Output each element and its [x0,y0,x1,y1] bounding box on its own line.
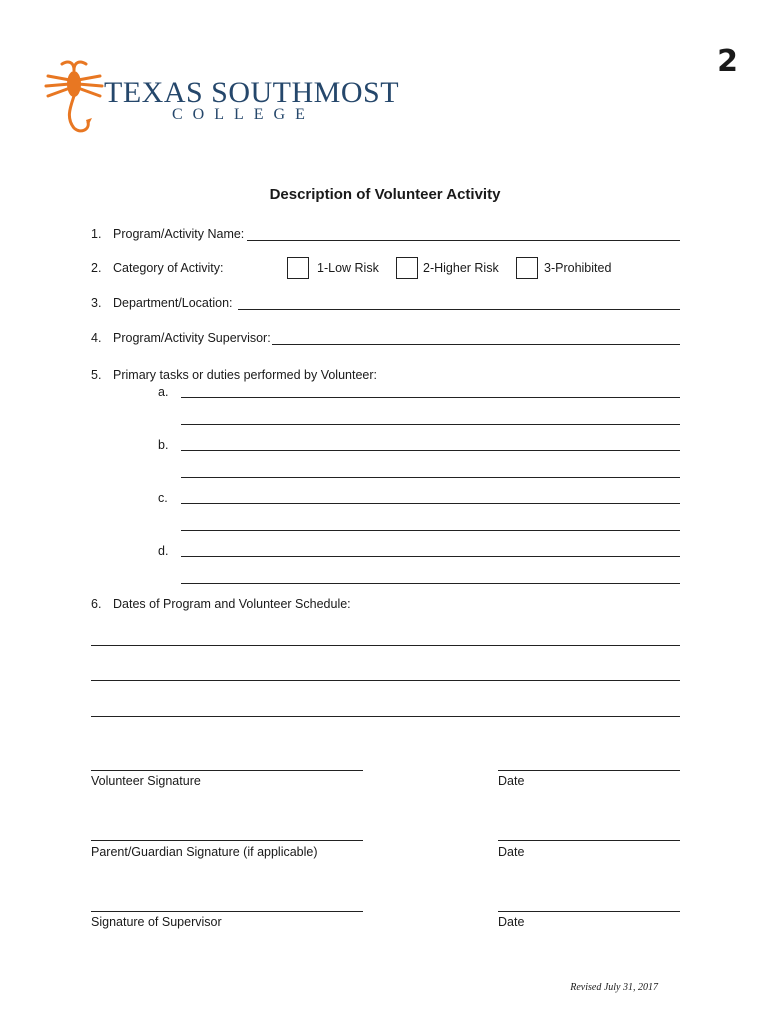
supervisor-field[interactable] [272,344,680,345]
task-a-field-line2[interactable] [181,424,680,425]
supervisor-signature-field[interactable] [91,911,363,912]
task-c-field-line2[interactable] [181,530,680,531]
college-subtitle: COLLEGE [172,106,315,123]
volunteer-date-label: Date [498,774,525,788]
q3-number: 3. [91,296,102,310]
schedule-field-line2[interactable] [91,680,680,681]
q2-label: Category of Activity: [113,261,224,275]
prohibited-checkbox[interactable] [516,257,538,279]
q3-label: Department/Location: [113,296,233,310]
parent-signature-field[interactable] [91,840,363,841]
page-number: 2 [717,44,738,79]
supervisor-signature-label: Signature of Supervisor [91,915,222,929]
task-d-field[interactable] [181,556,680,557]
form-title: Description of Volunteer Activity [269,186,501,203]
task-a-field[interactable] [181,397,680,398]
low-risk-label: 1-Low Risk [317,261,379,275]
q4-label: Program/Activity Supervisor: [113,331,271,345]
q2-number: 2. [91,261,102,275]
prohibited-label: 3-Prohibited [544,261,612,275]
volunteer-signature-label: Volunteer Signature [91,774,201,788]
q5-label: Primary tasks or duties performed by Volunteer: [113,368,378,382]
q5-number: 5. [91,368,102,382]
department-field[interactable] [238,309,680,310]
supervisor-date-label: Date [498,915,525,929]
supervisor-date-field[interactable] [498,911,680,912]
schedule-field-line3[interactable] [91,716,680,717]
parent-signature-label: Parent/Guardian Signature (if applicable) [91,845,318,859]
schedule-field-line1[interactable] [91,645,680,646]
program-name-field[interactable] [247,240,680,241]
revised-date: Revised July 31, 2017 [570,982,658,993]
q4-number: 4. [91,331,102,345]
college-name: TEXAS SOUTHMOST [104,76,400,109]
q1-label: Program/Activity Name: [113,227,245,241]
low-risk-checkbox[interactable] [287,257,309,279]
task-b-label: b. [158,438,169,452]
parent-date-field[interactable] [498,840,680,841]
task-b-field[interactable] [181,450,680,451]
task-b-field-line2[interactable] [181,477,680,478]
q6-label: Dates of Program and Volunteer Schedule: [113,597,351,611]
task-a-label: a. [158,385,169,399]
volunteer-date-field[interactable] [498,770,680,771]
task-c-field[interactable] [181,503,680,504]
volunteer-signature-field[interactable] [91,770,363,771]
task-c-label: c. [158,491,168,505]
q1-number: 1. [91,227,102,241]
parent-date-label: Date [498,845,525,859]
higher-risk-checkbox[interactable] [396,257,418,279]
task-d-field-line2[interactable] [181,583,680,584]
higher-risk-label: 2-Higher Risk [423,261,499,275]
task-d-label: d. [158,544,169,558]
scorpion-logo-icon [40,56,108,136]
q6-number: 6. [91,597,102,611]
